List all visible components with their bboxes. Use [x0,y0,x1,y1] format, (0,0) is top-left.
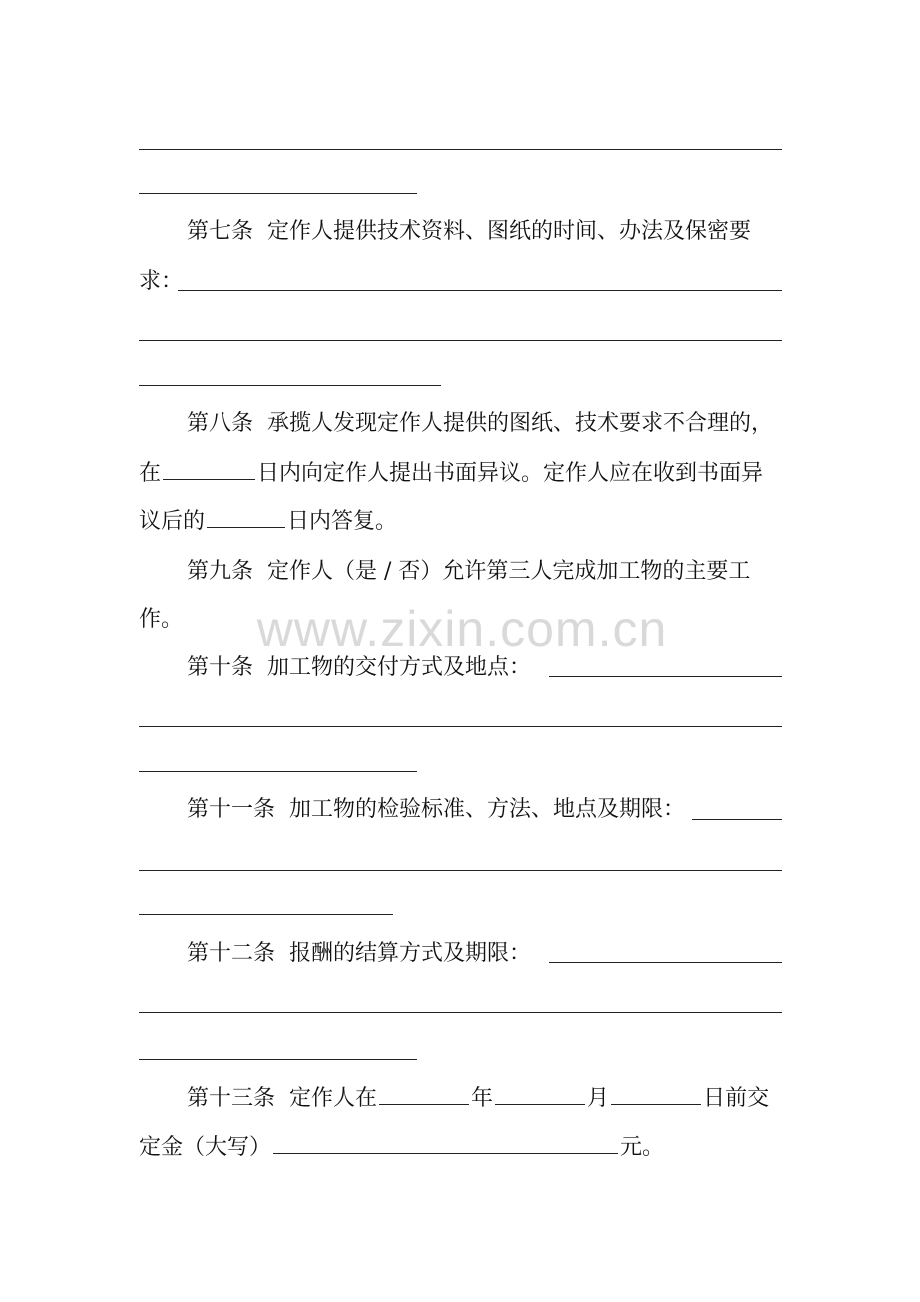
article-10-text: 加工物的交付方式及地点： [267,655,532,680]
article-8-text: 承揽人发现定作人提供的图纸、技术要求不合理的， [267,411,774,436]
article-8-line-1 [139,406,782,442]
article-8-line-2 [139,456,782,492]
article-9-heading: 第九条 [187,559,254,584]
yuan-label: 元。 [620,1135,665,1160]
year-blank [379,1103,469,1105]
article-11-line-1 [139,792,782,828]
article-11-heading: 第十一条 [187,797,276,822]
article-13-heading: 第十三条 [187,1086,276,1111]
blank-line [139,870,782,871]
blank-line [139,385,441,386]
article-13-line-1 [139,1081,782,1117]
month-label: 月 [587,1086,610,1111]
blank-line [178,290,782,291]
article-8-mid: 日内向定作人提出书面异议。定作人应在收到书面异 [257,461,764,486]
article-8-pre: 在 [139,461,162,486]
days-blank [163,478,255,480]
article-7-line-2 [139,264,782,300]
article-12-heading: 第十二条 [187,941,276,966]
article-7-text-cont: 求： [139,269,184,294]
article-7-line-1 [139,214,782,250]
article-12-line-1 [139,936,782,972]
days-blank [207,526,285,528]
blank-line [139,149,782,150]
article-13-line-2 [139,1130,782,1166]
article-9-text-cont: 作。 [139,607,184,632]
year-label: 年 [471,1086,494,1111]
watermark: www.zixin.com.cn [256,601,668,657]
blank-line [139,1012,782,1013]
article-8-heading: 第八条 [187,411,254,436]
article-7-heading: 第七条 [187,219,254,244]
blank-line [139,193,417,194]
article-13-pre: 定作人在 [289,1086,378,1111]
blank-line [139,726,782,727]
day-blank [611,1103,701,1105]
blank-line [139,771,417,772]
month-blank [495,1103,585,1105]
blank-line [549,962,782,963]
article-11-text: 加工物的检验标准、方法、地点及期限： [289,797,686,822]
article-9-line-1 [139,554,782,590]
blank-line [139,1059,417,1060]
article-10-heading: 第十条 [187,655,254,680]
article-8-line-3 [139,504,782,540]
blank-line [139,340,782,341]
article-12-text: 报酬的结算方式及期限： [289,941,532,966]
blank-line [692,819,782,820]
article-8-end: 日内答复。 [287,509,398,534]
article-9-text: 定作人（是 / 否）允许第三人完成加工物的主要工 [267,559,751,584]
article-7-text: 定作人提供技术资料、图纸的时间、办法及保密要 [267,219,752,244]
deposit-label: 定金（大写） [139,1135,272,1160]
blank-line [139,914,393,915]
day-label: 日前交 [703,1086,770,1111]
article-8-pre3: 议后的 [139,509,206,534]
blank-line [549,676,782,677]
deposit-amount-blank [273,1152,618,1154]
